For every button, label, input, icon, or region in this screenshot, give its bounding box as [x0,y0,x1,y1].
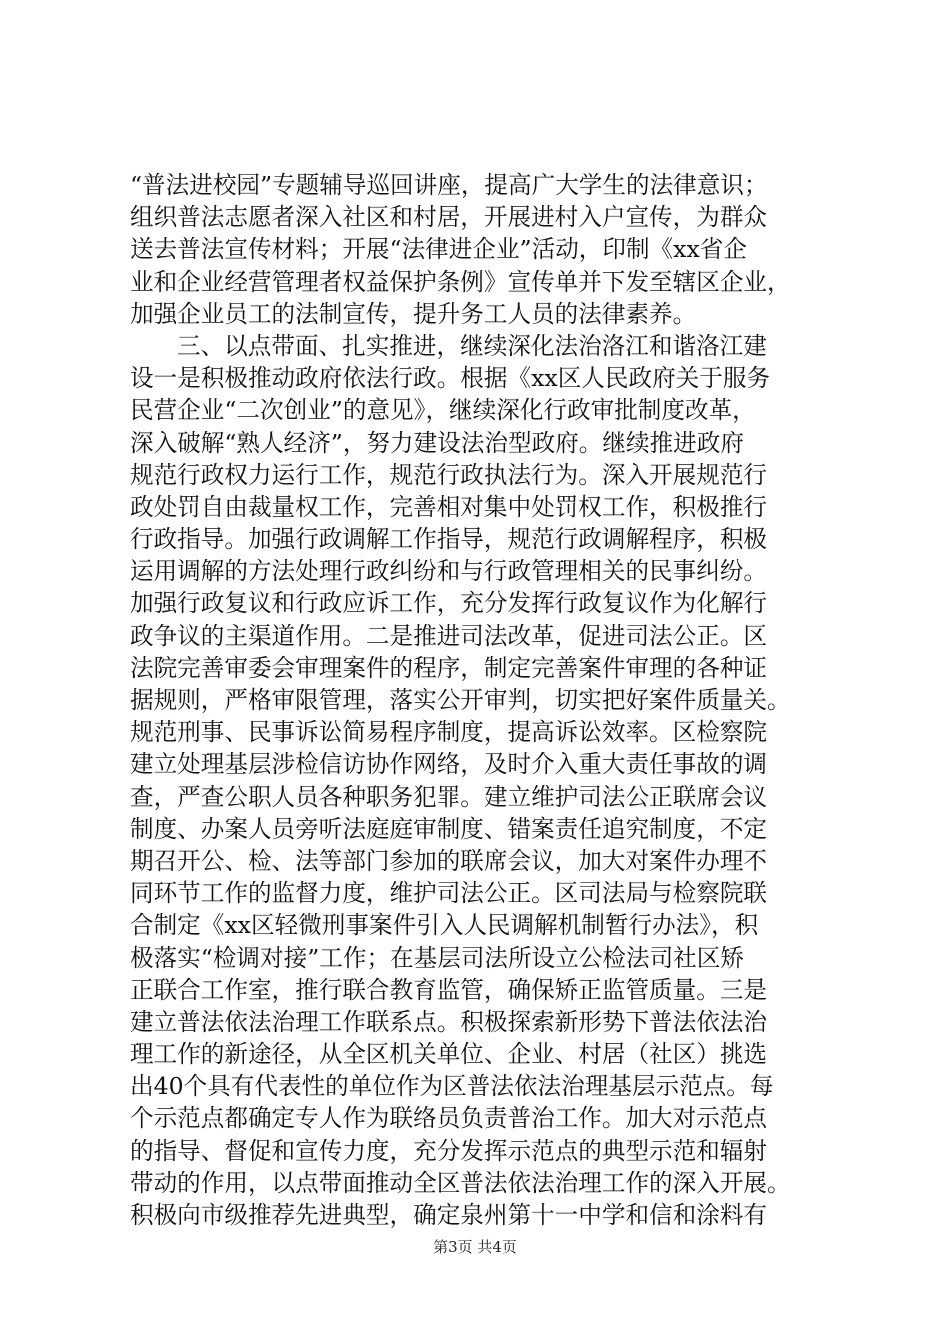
text-line: 带动的作用，以点带面推动全区普法依法治理工作的深入开展。 [130,1168,791,1197]
text-line: 加强行政复议和行政应诉工作，充分发挥行政复议作为化解行 [130,589,768,618]
text-line: 期召开公、检、法等部门参加的联席会议，加大对案件办理不 [130,846,768,875]
text-line: 正联合工作室，推行联合教育监管，确保矫正监管质量。三是 [130,975,768,1004]
text-line: 个示范点都确定专人作为联络员负责普治工作。加大对示范点 [130,1104,768,1133]
text-line: 送去普法宣传材料；开展“法律进企业”活动，印制《xx省企 [130,235,747,264]
text-line: 合制定《xx区轻微刑事案件引入人民调解机制暂行办法》，积 [130,911,759,940]
text-line: 建立处理基层涉检信访协作网络，及时介入重大责任事故的调 [130,750,768,779]
text-line: 规范行政权力运行工作，规范行政执法行为。深入开展规范行 [130,460,768,489]
text-line: 组织普法志愿者深入社区和村居，开展进村入户宣传，为群众 [130,203,768,232]
text-line: 运用调解的方法处理行政纠纷和与行政管理相关的民事纠纷。 [130,557,768,586]
text-line: 设一是积极推动政府依法行政。根据《xx区人民政府关于服务 [130,364,771,393]
text-line: 出40个具有代表性的单位作为区普法依法治理基层示范点。每 [130,1072,774,1101]
text-line: 规范刑事、民事诉讼简易程序制度，提高诉讼效率。区检察院 [130,718,768,747]
page-footer: 第3页 共4页 [433,1238,517,1256]
text-line: “普法进校园”专题辅导巡回讲座，提高广大学生的法律意识； [130,171,768,199]
text-line: 建立普法依法治理工作联系点。积极探索新形势下普法依法治 [130,1007,768,1036]
text-line: 制度、办案人员旁听法庭庭审制度、错案责任追究制度，不定 [130,814,768,843]
text-line: 同环节工作的监督力度，维护司法公正。区司法局与检察院联 [130,879,768,908]
text-line: 政争议的主渠道作用。二是推进司法改革，促进司法公正。区 [130,621,768,650]
text-line: 极落实“检调对接”工作；在基层司法所设立公检法司社区矫 [130,943,744,972]
text-line: 法院完善审委会审理案件的程序，制定完善案件审理的各种证 [130,653,768,682]
text-line: 民营企业“二次创业”的意见》，继续深化行政审批制度改革， [130,396,756,425]
text-line: 行政指导。加强行政调解工作指导，规范行政调解程序，积极 [130,525,768,554]
text-line: 积极向市级推荐先进典型，确定泉州第十一中学和信和涂料有 [130,1201,768,1229]
text-line: 据规则，严格审限管理，落实公开审判，切实把好案件质量关。 [130,686,791,714]
text-line: 深入破解“熟人经济”，努力建设法治型政府。继续推进政府 [130,428,744,457]
text-line: 理工作的新途径，从全区机关单位、企业、村居（社区）挑选 [130,1040,768,1069]
paragraph-start-line: 三、以点带面、扎实推进，继续深化法治洛江和谐洛江建 [177,331,767,360]
text-line: 查，严查公职人员各种职务犯罪。建立维护司法公正联席会议 [130,782,768,811]
text-line: 加强企业员工的法制宣传，提升务工人员的法律素养。 [130,299,697,328]
text-line: 业和企业经营管理者权益保护条例》宣传单并下发至辖区企业， [130,267,791,296]
text-line: 政处罚自由裁量权工作，完善相对集中处罚权工作，积极推行 [130,492,768,521]
text-line: 的指导、督促和宣传力度，充分发挥示范点的典型示范和辐射 [130,1136,768,1165]
body-text [130,169,836,1231]
